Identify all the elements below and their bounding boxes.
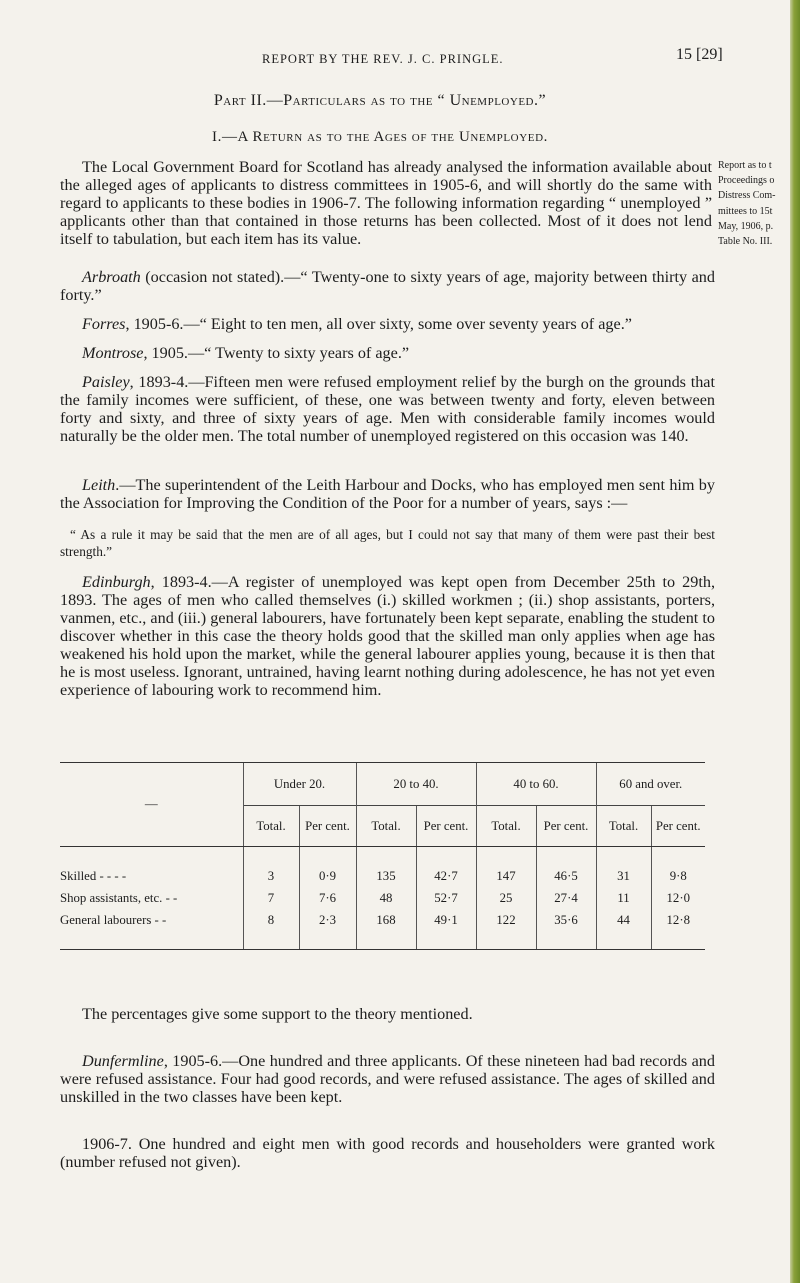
table-cell: 52·7 (416, 887, 476, 909)
margin-note-line: May, 1906, p. (718, 220, 774, 232)
column-subheader: Per cent. (299, 806, 356, 847)
part-title: Part II.—Particulars as to the “ Unemployed.” (213, 92, 547, 109)
table-cell: 42·7 (416, 865, 476, 887)
table-cell: 12·8 (651, 909, 705, 931)
column-subheader: Per cent. (536, 806, 596, 847)
row-label: Skilled - - - - (60, 868, 127, 883)
margin-note-line: Table No. III. (718, 236, 773, 248)
table-cell: 7·6 (299, 887, 356, 909)
table-cell: 147 (476, 865, 536, 887)
table-cell: 25 (476, 887, 536, 909)
table-cell: 2·3 (299, 909, 356, 931)
table-cell: 11 (596, 887, 651, 909)
margin-note-line: mittees to 15t (718, 205, 773, 217)
table-cell: 31 (596, 865, 651, 887)
forres-paragraph: Forres, 1905-6.—“ Eight to ten men, all over sixty, some over seventy years of age.” (82, 315, 632, 333)
paisley-paragraph: Paisley, 1893-4.—Fifteen men were refused employment relief by the burgh on the grounds that the family incomes were sufficient, of these, one was between twenty and forty, eleven between forty and sixty, and three of sixty years of age. Men with considerable family incomes would naturally be the older men. The total number of unemployed registered on this occasion was 140. (60, 373, 715, 445)
place-name: Dunfermline (82, 1052, 164, 1070)
row-label: General labourers - - (60, 912, 167, 927)
dunfermline-paragraph: Dunfermline, 1905-6.—One hundred and three applicants. Of these nineteen had bad records and were refused assistance. Four had good records, and were refused assistance. The ages of skilled and unskilled in the two classes have been kept. (60, 1052, 715, 1106)
column-subheader: Per cent. (416, 806, 476, 847)
leith-quote: “ As a rule it may be said that the men are of all ages, but I could not say that many of them were past their best strength.” (60, 527, 715, 559)
table-cell: 46·5 (536, 865, 596, 887)
column-group-header: 40 to 60. (476, 763, 596, 806)
column-subheader: Total. (476, 806, 536, 847)
table-row (60, 865, 705, 887)
table-cell: 12·0 (651, 887, 705, 909)
table-cell: 49·1 (416, 909, 476, 931)
table-corner: — (60, 763, 243, 847)
table-row (60, 909, 705, 931)
table-cell: 7 (243, 887, 299, 909)
column-subheader: Per cent. (651, 806, 705, 847)
table-cell: 9·8 (651, 865, 705, 887)
margin-note (718, 158, 794, 249)
table-cell: 168 (356, 909, 416, 931)
edinburgh-paragraph: Edinburgh, 1893-4.—A register of unemployed was kept open from December 25th to 29th, 1893. The ages of men who called themselves (i.) skilled workmen ; (ii.) shop assistants, porters, vanmen, etc., and (iii.) general labourers, have fortunately been kept separate, enabling the student to discover whether in this case the theory holds good that the skilled man only applies when age has weakened his hold upon the market, while the general labourer applies young, because it is then that he is most useless. Ignorant, untrained, having learnt nothing during adolescence, he has not yet even experience of labouring work to recommend him. (60, 573, 715, 699)
column-subheader: Total. (356, 806, 416, 847)
table-cell: 122 (476, 909, 536, 931)
montrose-paragraph: Montrose, 1905.—“ Twenty to sixty years of age.” (82, 344, 410, 362)
page-number: 15 [29] (676, 46, 723, 63)
ages-table (60, 762, 705, 950)
arbroath-paragraph: Arbroath (occasion not stated).—“ Twenty-one to sixty years of age, majority between thirty and forty.” (60, 268, 715, 304)
table-cell: 48 (356, 887, 416, 909)
percentages-paragraph: The percentages give some support to the theory mentioned. (82, 1005, 473, 1023)
column-subheader: Total. (596, 806, 651, 847)
table-cell: 27·4 (536, 887, 596, 909)
place-name: Arbroath (82, 268, 141, 286)
column-group-header: 60 and over. (596, 763, 705, 806)
column-group-header: 20 to 40. (356, 763, 476, 806)
place-name: Leith (82, 476, 116, 494)
leith-paragraph: Leith.—The superintendent of the Leith Harbour and Docks, who has employed men sent him by the Association for Improving the Condition of the Poor for a number of years, says :— (60, 476, 715, 512)
table-row (60, 887, 705, 909)
column-group-header: Under 20. (243, 763, 356, 806)
section-title: I.—A Return as to the Ages of the Unemployed. (212, 129, 548, 145)
place-name: Forres (82, 315, 126, 333)
table-cell: 44 (596, 909, 651, 931)
dunfermline-1906-paragraph: 1906-7. One hundred and eight men with good records and householders were granted work (number refused not given). (60, 1135, 715, 1171)
table-cell: 3 (243, 865, 299, 887)
table-cell: 0·9 (299, 865, 356, 887)
place-name: Edinburgh (82, 573, 151, 591)
table-cell: 8 (243, 909, 299, 931)
table-cell: 135 (356, 865, 416, 887)
running-head: REPORT BY THE REV. J. C. PRINGLE. (262, 52, 504, 66)
row-label: Shop assistants, etc. - - (60, 890, 178, 905)
margin-note-line: Distress Com- (718, 190, 776, 202)
margin-note-line: Proceedings o (718, 175, 775, 187)
intro-paragraph: The Local Government Board for Scotland has already analysed the information available about the alleged ages of applicants to distress committees in 1905-6, and will shortly do the same with regard to applicants to these bodies in 1906-7. The following information regarding “ unemployed ” applicants other than that contained in those returns has been collected. Most of it does not lend itself to tabulation, but each item has its value. (60, 158, 712, 248)
column-subheader: Total. (243, 806, 299, 847)
place-name: Montrose (82, 344, 144, 362)
place-name: Paisley (82, 373, 130, 391)
table-cell: 35·6 (536, 909, 596, 931)
margin-note-line: Report as to t (718, 160, 772, 171)
